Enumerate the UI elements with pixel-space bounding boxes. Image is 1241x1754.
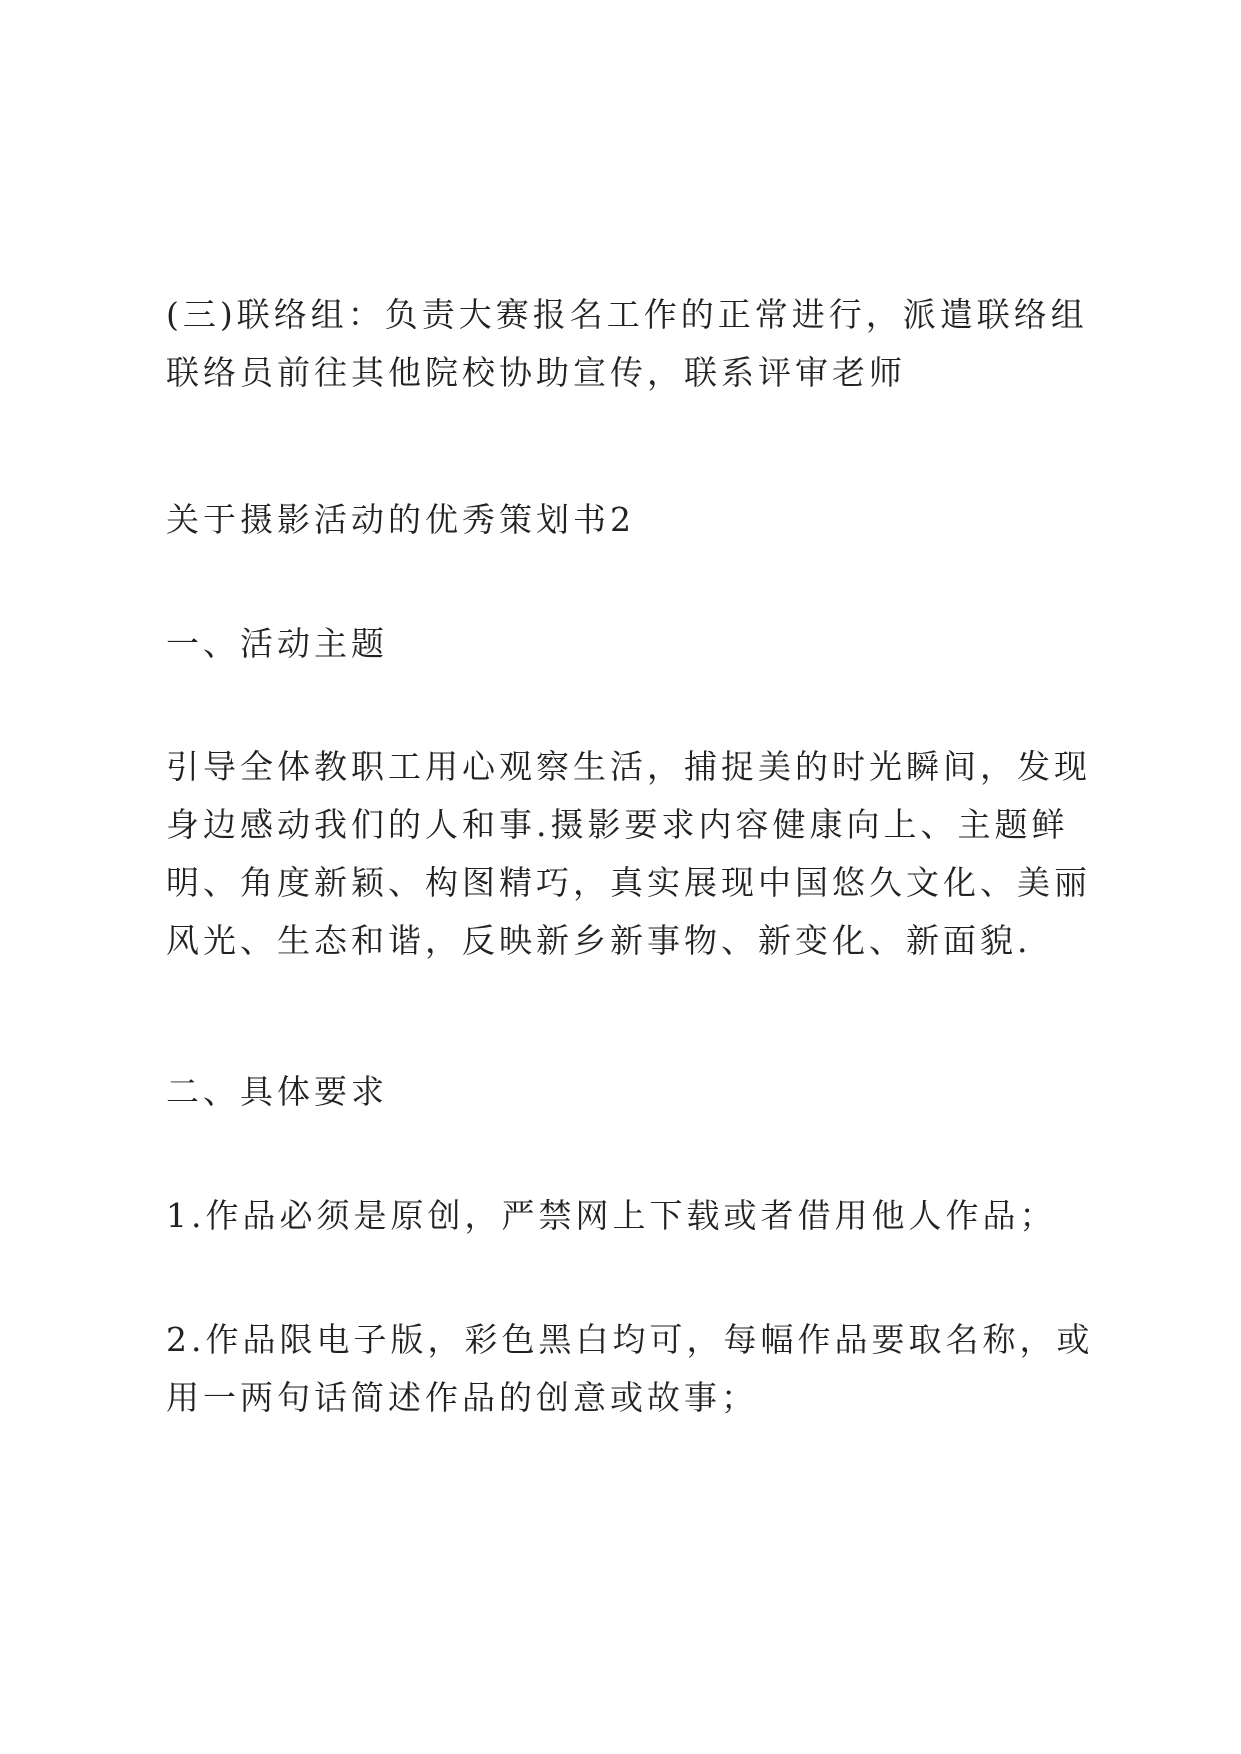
paragraph-theme-body: 引导全体教职工用心观察生活，捕捉美的时光瞬间，发现身边感动我们的人和事.摄影要求内容健康向上、主题鲜明、角度新颖、构图精巧，真实展现中国悠久文化、美丽风光、生态和谐，反映新乡新事物、新变化、新面貌. xyxy=(166,747,1091,960)
requirement-item-1: 1.作品必须是原创，严禁网上下载或者借用他人作品； xyxy=(166,1196,1057,1235)
section-title: 关于摄影活动的优秀策划书2 xyxy=(166,500,635,539)
heading-specific-requirements: 二、具体要求 xyxy=(166,1072,388,1111)
heading-activity-theme: 一、活动主题 xyxy=(166,624,388,663)
paragraph-liaison-group: (三)联络组：负责大赛报名工作的正常进行，派遣联络组联络员前往其他院校协助宣传，联系评审老师 xyxy=(166,295,1088,392)
requirement-item-2: 2.作品限电子版，彩色黑白均可，每幅作品要取名称，或用一两句话简述作品的创意或故事； xyxy=(166,1320,1094,1417)
